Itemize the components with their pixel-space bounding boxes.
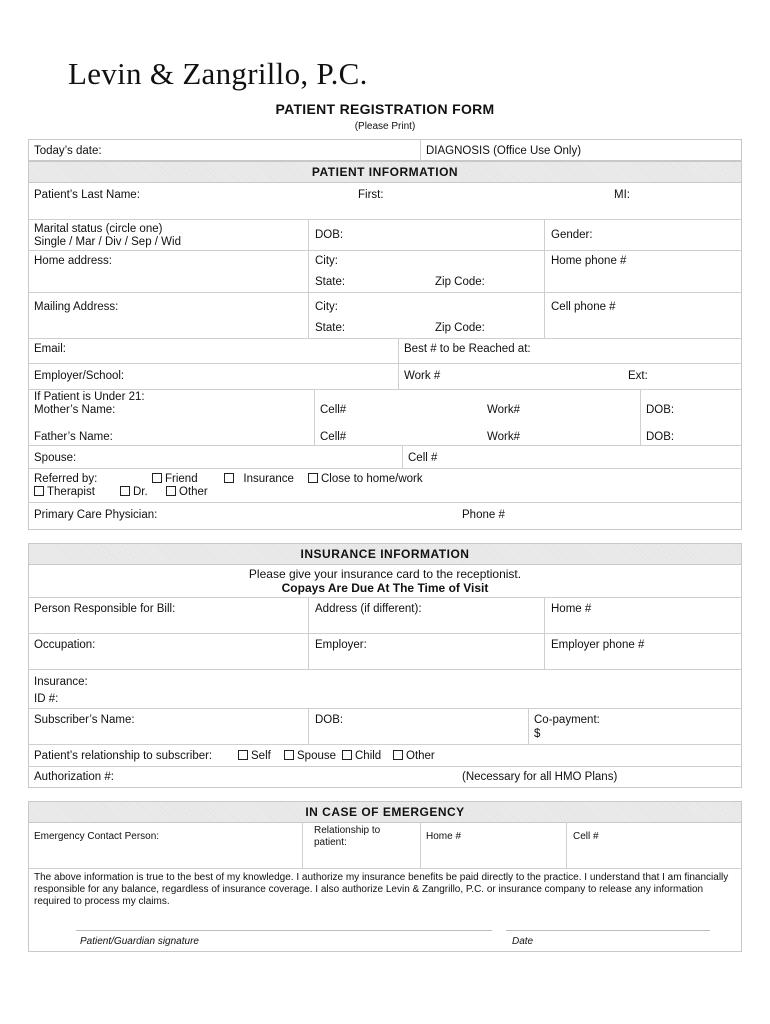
checkbox-icon	[284, 750, 294, 760]
date-line[interactable]	[506, 930, 710, 931]
form-title: PATIENT REGISTRATION FORM	[275, 101, 495, 117]
email-field[interactable]: Email:	[34, 343, 66, 355]
best-number-field[interactable]: Best # to be Reached at:	[404, 343, 531, 355]
father-cell-field[interactable]: Cell#	[320, 431, 347, 443]
mailing-state-field[interactable]: State:	[315, 322, 346, 334]
spouse-field[interactable]: Spouse:	[34, 452, 77, 464]
subscriber-name-field[interactable]: Subscriber’s Name:	[34, 714, 135, 726]
cell-phone-field[interactable]: Cell phone #	[551, 301, 616, 313]
date-label: Date	[512, 936, 534, 947]
signature-label: Patient/Guardian signature	[80, 936, 199, 947]
diagnosis-field[interactable]: DIAGNOSIS (Office Use Only)	[426, 145, 582, 157]
checkbox-icon	[152, 473, 162, 483]
emergency-contact-field[interactable]: Emergency Contact Person:	[34, 831, 160, 842]
marital-status-options[interactable]: Single / Mar / Div / Sep / Wid	[34, 236, 181, 248]
authorization-field[interactable]: Authorization #:	[34, 771, 114, 783]
primary-care-physician-field[interactable]: Primary Care Physician:	[34, 509, 158, 521]
mailing-address-field[interactable]: Mailing Address:	[34, 301, 119, 313]
signature-line[interactable]	[76, 930, 492, 931]
under-21-label: If Patient is Under 21:	[34, 391, 145, 403]
mother-work-field[interactable]: Work#	[487, 404, 521, 416]
subscriber-dob-field[interactable]: DOB:	[315, 714, 344, 726]
checkbox-icon	[34, 486, 44, 496]
last-name-field[interactable]: Patient’s Last Name:	[34, 189, 140, 201]
copayment-dollar-sign: $	[534, 728, 541, 740]
emergency-home-field[interactable]: Home #	[426, 831, 462, 842]
referred-by-label: Referred by:	[34, 473, 98, 485]
emergency-relationship-label[interactable]: Relationship to	[314, 825, 381, 836]
referral-dr-checkbox[interactable]: Dr.	[120, 486, 148, 499]
form-subtitle: (Please Print)	[354, 121, 416, 132]
checkbox-icon	[308, 473, 318, 483]
father-dob-field[interactable]: DOB:	[646, 431, 675, 443]
checkbox-icon	[342, 750, 352, 760]
responsible-address-field[interactable]: Address (if different):	[315, 603, 422, 615]
authorization-statement: The above information is true to the best of my knowledge. I authorize my insurance benefits be paid directly to the practice. I understand that I am financially responsible for any balance, regardless of insurance coverage. I also authorize Levin & Zangrillo, P.C. or insurance company to release any information required to process my claims.	[34, 872, 729, 907]
mailing-zip-field[interactable]: Zip Code:	[435, 322, 485, 334]
copayment-field[interactable]: Co-payment:	[534, 714, 600, 726]
home-zip-field[interactable]: Zip Code:	[435, 276, 485, 288]
home-city-field[interactable]: City:	[315, 255, 338, 267]
emergency-cell-field[interactable]: Cell #	[573, 831, 599, 842]
practice-logo: Levin & Zangrillo, P.C.	[68, 56, 368, 91]
employer-school-field[interactable]: Employer/School:	[34, 370, 125, 382]
fathers-name-field[interactable]: Father’s Name:	[34, 431, 113, 443]
employer-phone-field[interactable]: Employer phone #	[551, 639, 645, 651]
extension-field[interactable]: Ext:	[628, 370, 648, 382]
spouse-cell-field[interactable]: Cell #	[408, 452, 438, 464]
occupation-field[interactable]: Occupation:	[34, 639, 96, 651]
relationship-spouse-checkbox[interactable]: Spouse	[284, 750, 336, 763]
gender-field[interactable]: Gender:	[551, 229, 593, 241]
insurance-id-field[interactable]: ID #:	[34, 693, 59, 705]
referral-other-checkbox[interactable]: Other	[166, 486, 208, 499]
checkbox-icon	[120, 486, 130, 496]
emergency-header: IN CASE OF EMERGENCY	[28, 801, 742, 823]
referral-close-checkbox[interactable]: Close to home/work	[308, 473, 423, 486]
referral-therapist-checkbox[interactable]: Therapist	[34, 486, 95, 499]
emergency-relationship-label-2: patient:	[314, 837, 347, 848]
top-row	[28, 139, 742, 161]
insurance-carrier-field[interactable]: Insurance:	[34, 676, 88, 688]
home-state-field[interactable]: State:	[315, 276, 346, 288]
marital-status-label: Marital status (circle one)	[34, 223, 163, 235]
first-name-field[interactable]: First:	[358, 189, 384, 201]
referral-friend-checkbox[interactable]: Friend	[152, 473, 198, 486]
insurance-card-note: Please give your insurance card to the receptionist.	[248, 567, 522, 581]
mother-dob-field[interactable]: DOB:	[646, 404, 675, 416]
mothers-name-field[interactable]: Mother’s Name:	[34, 404, 116, 416]
mailing-city-field[interactable]: City:	[315, 301, 338, 313]
father-work-field[interactable]: Work#	[487, 431, 521, 443]
dob-field[interactable]: DOB:	[315, 229, 344, 241]
relationship-child-checkbox[interactable]: Child	[342, 750, 381, 763]
relationship-self-checkbox[interactable]: Self	[238, 750, 271, 763]
employer-field[interactable]: Employer:	[315, 639, 367, 651]
copay-note: Copays Are Due At The Time of Visit	[281, 581, 489, 595]
responsible-home-field[interactable]: Home #	[551, 603, 592, 615]
checkbox-icon	[393, 750, 403, 760]
todays-date-field[interactable]: Today’s date:	[34, 145, 102, 157]
checkbox-icon	[166, 486, 176, 496]
checkbox-icon	[224, 473, 234, 483]
patient-info-header: PATIENT INFORMATION	[28, 161, 742, 183]
relationship-other-checkbox[interactable]: Other	[393, 750, 435, 763]
responsible-party-field[interactable]: Person Responsible for Bill:	[34, 603, 176, 615]
insurance-info-header: INSURANCE INFORMATION	[28, 543, 742, 565]
hmo-note: (Necessary for all HMO Plans)	[462, 771, 618, 783]
mother-cell-field[interactable]: Cell#	[320, 404, 347, 416]
referral-insurance-checkbox[interactable]: Insurance	[224, 473, 294, 486]
relationship-to-subscriber-label: Patient’s relationship to subscriber:	[34, 750, 213, 762]
pcp-phone-field[interactable]: Phone #	[462, 509, 505, 521]
home-phone-field[interactable]: Home phone #	[551, 255, 627, 267]
middle-initial-field[interactable]: MI:	[614, 189, 630, 201]
checkbox-icon	[238, 750, 248, 760]
work-number-field[interactable]: Work #	[404, 370, 441, 382]
home-address-field[interactable]: Home address:	[34, 255, 112, 267]
